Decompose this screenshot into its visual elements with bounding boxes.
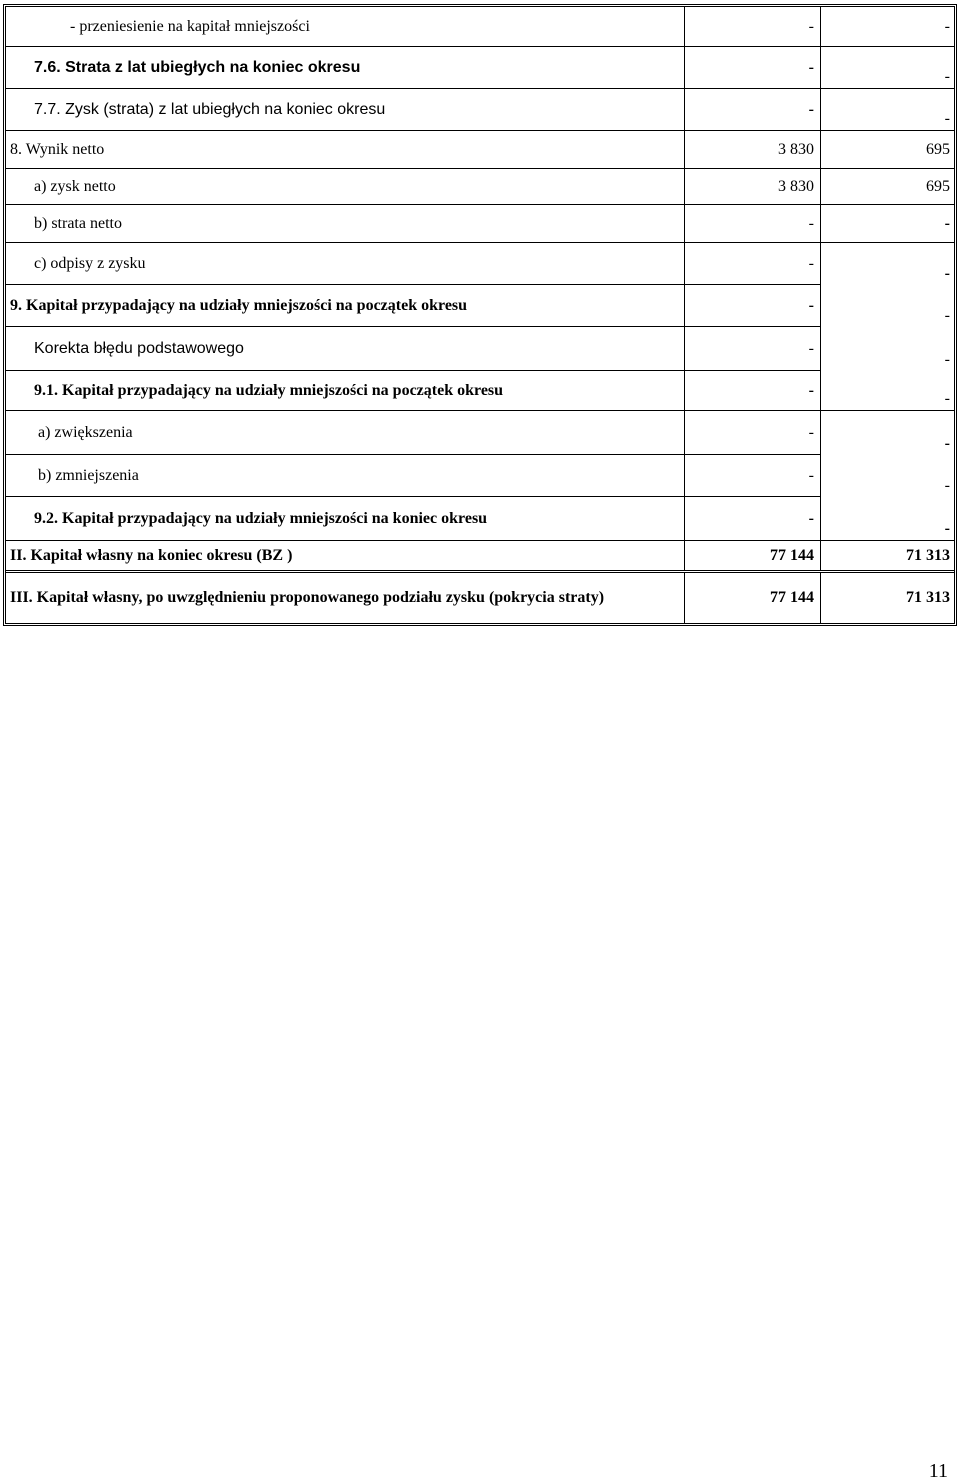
row-label: 7.6. Strata z lat ubiegłych na koniec okresu: [6, 47, 685, 88]
row-label: 7.7. Zysk (strata) z lat ubiegłych na koniec okresu: [6, 89, 685, 130]
table-row: [6, 131, 954, 169]
previous-period-value: -: [944, 390, 950, 407]
previous-period-value: -: [944, 110, 950, 127]
previous-period-value: -: [944, 520, 950, 537]
table-row: [6, 243, 954, 285]
previous-period-value: 695: [926, 140, 950, 158]
previous-period-value: -: [944, 351, 950, 368]
table-row: [6, 205, 954, 243]
row-label: III. Kapitał własny, po uwzględnieniu proponowanego podziału zysku (pokrycia straty): [6, 573, 685, 623]
table-row: [6, 455, 954, 497]
row-label: a) zysk netto: [6, 169, 685, 204]
previous-period-value: -: [944, 307, 950, 324]
table-row: [6, 327, 954, 371]
current-period-value: -: [685, 285, 821, 327]
table-row: [6, 169, 954, 205]
current-period-value: 3 830: [685, 169, 821, 204]
current-period-value: -: [685, 243, 821, 285]
row-label: Korekta błędu podstawowego: [6, 327, 685, 371]
row-label: II. Kapitał własny na koniec okresu (BZ ): [6, 541, 685, 570]
table-row: [6, 89, 954, 131]
financial-statement-table: [3, 4, 957, 626]
previous-period-value: -: [944, 477, 950, 494]
table-row: [6, 7, 954, 47]
previous-period-value: -: [944, 435, 950, 452]
table-row: [6, 541, 954, 573]
current-period-value: 77 144: [685, 541, 821, 570]
current-period-value: -: [685, 497, 821, 540]
row-label: c) odpisy z zysku: [6, 243, 685, 285]
row-label: b) zmniejszenia: [6, 455, 685, 497]
row-label: 9. Kapitał przypadający na udziały mniejszości na początek okresu: [6, 285, 685, 327]
current-period-value: -: [685, 371, 821, 410]
row-label: a) zwiększenia: [6, 411, 685, 455]
previous-period-value: 71 313: [906, 589, 950, 606]
previous-period-value: -: [944, 265, 950, 282]
current-period-value: -: [685, 89, 821, 130]
current-period-value: -: [685, 327, 821, 371]
previous-period-value: -: [944, 17, 950, 35]
previous-period-value: -: [944, 214, 950, 232]
table-row: [6, 47, 954, 89]
previous-period-value: 71 313: [906, 546, 950, 564]
current-period-value: 3 830: [685, 131, 821, 168]
current-period-value: -: [685, 411, 821, 455]
row-label: 9.2. Kapitał przypadający na udziały mniejszości na koniec okresu: [6, 497, 685, 540]
row-label: b) strata netto: [6, 205, 685, 242]
current-period-value: -: [685, 455, 821, 497]
table-row: [6, 285, 954, 327]
current-period-value: -: [685, 7, 821, 46]
table-row: [6, 371, 954, 411]
row-label: 9.1. Kapitał przypadający na udziały mniejszości na początek okresu: [6, 371, 685, 410]
current-period-value: -: [685, 205, 821, 242]
previous-period-value: -: [944, 68, 950, 85]
previous-period-value: 695: [926, 177, 950, 195]
current-period-value: -: [685, 47, 821, 88]
table-row: [6, 497, 954, 541]
table-row: [6, 573, 954, 623]
row-label: 8. Wynik netto: [6, 131, 685, 168]
current-period-value: 77 144: [685, 573, 821, 623]
row-label: - przeniesienie na kapitał mniejszości: [6, 7, 685, 46]
page-number: 11: [928, 1460, 948, 1482]
table-row: [6, 411, 954, 455]
